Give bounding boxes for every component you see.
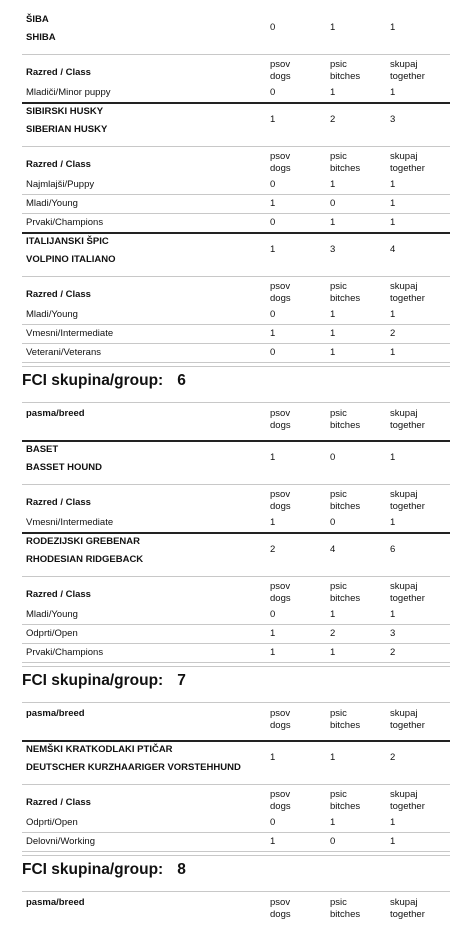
row-divider [22,702,450,703]
class-dogs-header: psov dogs [270,151,291,174]
breed-dogs-count: 1 [270,452,276,463]
class-total-count: 1 [390,309,396,320]
breed-bitches-count: 1 [330,752,336,763]
class-bitches-count: 0 [330,517,336,528]
breed-together-header: skupaj together [390,408,425,431]
class-header: Razred / Class [26,67,91,78]
class-dogs-header: psov dogs [270,789,291,812]
class-dogs-count: 0 [270,817,276,828]
class-name: Veterani/Veterans [26,347,101,358]
row-divider [22,666,450,667]
breed-name-local: ŠIBA [26,14,49,25]
breed-dogs-count: 1 [270,752,276,763]
class-total-count: 1 [390,609,396,620]
row-divider [22,891,450,892]
row-divider [22,402,450,403]
breed-dogs-count: 1 [270,244,276,255]
row-divider [22,784,450,785]
class-name: Najmlajši/Puppy [26,179,95,190]
breed-header: pasma/breed [26,708,85,719]
row-divider [22,576,450,577]
section-divider [22,440,450,442]
breed-name-local: BASET [26,444,59,455]
breed-total-count: 4 [390,244,396,255]
class-dogs-count: 0 [270,309,276,320]
breed-total-count: 1 [390,452,396,463]
class-name: Vmesni/Intermediate [26,517,114,528]
breed-total-count: 1 [390,22,396,33]
class-dogs-count: 1 [270,517,276,528]
breed-name-english: RHODESIAN RIDGEBACK [26,554,144,565]
row-divider [22,855,450,856]
class-total-count: 1 [390,836,396,847]
class-name: Odprti/Open [26,817,78,828]
class-dogs-count: 0 [270,87,276,98]
class-together-header: skupaj together [390,581,425,604]
breed-total-count: 2 [390,752,396,763]
breed-bitches-count: 4 [330,544,336,555]
row-divider [22,484,450,485]
breed-name-local: SIBIRSKI HUSKY [26,106,104,117]
class-total-count: 1 [390,347,396,358]
row-divider [22,324,450,325]
class-total-count: 1 [390,217,396,228]
row-divider [22,146,450,147]
class-bitches-header: psic bitches [330,581,361,604]
class-dogs-header: psov dogs [270,489,291,512]
group-number: 7 [177,672,186,689]
class-dogs-header: psov dogs [270,581,291,604]
class-dogs-count: 0 [270,179,276,190]
breed-total-count: 6 [390,544,396,555]
class-total-count: 1 [390,179,396,190]
class-bitches-count: 2 [330,628,336,639]
class-total-count: 1 [390,87,396,98]
breed-name-english: SIBERIAN HUSKY [26,124,108,135]
group-number: 8 [177,861,186,878]
class-bitches-count: 1 [330,309,336,320]
section-divider [22,532,450,534]
breed-dogs-header: psov dogs [270,708,291,731]
class-dogs-count: 1 [270,628,276,639]
breed-bitches-count: 1 [330,22,336,33]
class-bitches-count: 1 [330,87,336,98]
row-divider [22,194,450,195]
class-bitches-header: psic bitches [330,489,361,512]
class-bitches-header: psic bitches [330,151,361,174]
group-heading [22,672,186,690]
breed-bitches-count: 3 [330,244,336,255]
class-together-header: skupaj together [390,281,425,304]
class-header: Razred / Class [26,589,91,600]
breed-bitches-count: 0 [330,452,336,463]
breed-name-local: ITALIJANSKI ŠPIC [26,236,109,247]
breed-together-header: skupaj together [390,708,425,731]
class-dogs-count: 1 [270,836,276,847]
class-dogs-header: psov dogs [270,59,291,82]
class-total-count: 2 [390,328,396,339]
class-bitches-header: psic bitches [330,59,361,82]
row-divider [22,362,450,363]
section-divider [22,232,450,234]
group-number: 6 [177,372,186,389]
class-name: Mladiči/Minor puppy [26,87,111,98]
class-total-count: 1 [390,517,396,528]
breed-name-english: DEUTSCHER KURZHAARIGER VORSTEHHUND [26,762,241,773]
class-header: Razred / Class [26,289,91,300]
class-bitches-count: 0 [330,198,336,209]
breed-bitches-header: psic bitches [330,897,361,920]
breed-name-english: SHIBA [26,32,56,43]
class-together-header: skupaj together [390,789,425,812]
class-bitches-header: psic bitches [330,281,361,304]
class-dogs-header: psov dogs [270,281,291,304]
class-together-header: skupaj together [390,151,425,174]
class-bitches-count: 1 [330,179,336,190]
class-bitches-header: psic bitches [330,789,361,812]
class-total-count: 2 [390,647,396,658]
class-header: Razred / Class [26,497,91,508]
group-label: FCI skupina/group: [22,672,164,689]
class-bitches-count: 1 [330,328,336,339]
class-bitches-count: 1 [330,347,336,358]
row-divider [22,366,450,367]
class-dogs-count: 1 [270,647,276,658]
class-name: Mladi/Young [26,609,78,620]
class-dogs-count: 1 [270,328,276,339]
group-heading [22,861,186,879]
breed-together-header: skupaj together [390,897,425,920]
group-label: FCI skupina/group: [22,861,164,878]
class-header: Razred / Class [26,797,91,808]
row-divider [22,662,450,663]
class-name: Vmesni/Intermediate [26,328,114,339]
breed-dogs-count: 2 [270,544,276,555]
class-bitches-count: 0 [330,836,336,847]
breed-header: pasma/breed [26,408,85,419]
class-total-count: 1 [390,198,396,209]
class-dogs-count: 0 [270,609,276,620]
breed-dogs-count: 0 [270,22,276,33]
row-divider [22,213,450,214]
class-name: Delovni/Working [26,836,95,847]
section-divider [22,102,450,104]
class-header: Razred / Class [26,159,91,170]
breed-dogs-count: 1 [270,114,276,125]
class-total-count: 3 [390,628,396,639]
class-name: Mladi/Young [26,198,78,209]
group-label: FCI skupina/group: [22,372,164,389]
breed-bitches-header: psic bitches [330,408,361,431]
class-total-count: 1 [390,817,396,828]
breed-bitches-count: 2 [330,114,336,125]
class-bitches-count: 1 [330,817,336,828]
class-together-header: skupaj together [390,59,425,82]
class-dogs-count: 0 [270,347,276,358]
breed-name-local: RODEZIJSKI GREBENAR [26,536,141,547]
class-together-header: skupaj together [390,489,425,512]
row-divider [22,851,450,852]
row-divider [22,624,450,625]
class-dogs-count: 1 [270,198,276,209]
breed-bitches-header: psic bitches [330,708,361,731]
class-name: Prvaki/Champions [26,217,104,228]
row-divider [22,54,450,55]
class-bitches-count: 1 [330,217,336,228]
class-name: Mladi/Young [26,309,78,320]
breed-name-english: VOLPINO ITALIANO [26,254,116,265]
class-bitches-count: 1 [330,609,336,620]
group-heading [22,372,186,390]
row-divider [22,276,450,277]
breed-header: pasma/breed [26,897,85,908]
class-dogs-count: 0 [270,217,276,228]
section-divider [22,740,450,742]
row-divider [22,832,450,833]
breed-dogs-header: psov dogs [270,408,291,431]
breed-total-count: 3 [390,114,396,125]
row-divider [22,643,450,644]
class-name: Prvaki/Champions [26,647,104,658]
breed-dogs-header: psov dogs [270,897,291,920]
class-bitches-count: 1 [330,647,336,658]
row-divider [22,343,450,344]
breed-name-english: BASSET HOUND [26,462,103,473]
class-name: Odprti/Open [26,628,78,639]
breed-name-local: NEMŠKI KRATKODLAKI PTIČAR [26,744,173,755]
